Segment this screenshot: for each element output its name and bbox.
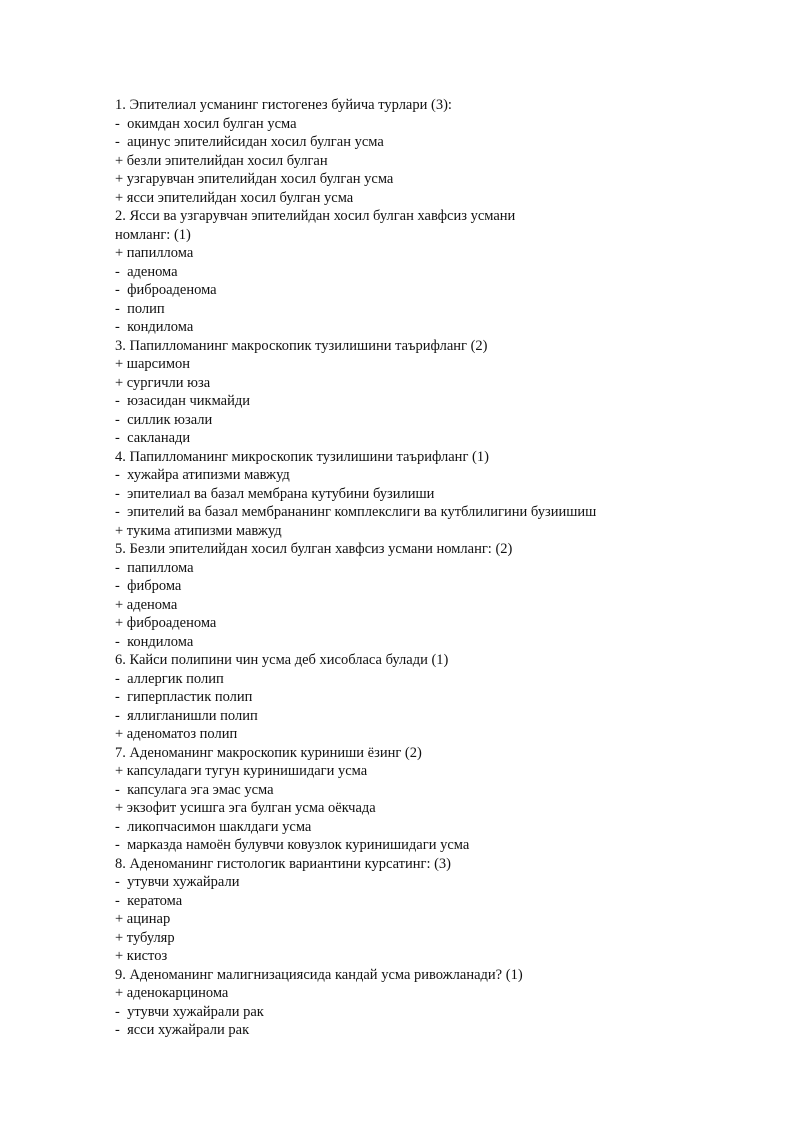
answer-option: + безли эпителийдан хосил булган: [115, 152, 328, 169]
answer-option: - гиперпластик полип: [115, 689, 253, 705]
answer-option: + аденокарцинома: [115, 985, 229, 1001]
answer-option: - аденома: [115, 263, 178, 280]
answer-option: - капсулага эга эмас усма: [115, 781, 274, 798]
answer-option: - утувчи хужайрали рак: [115, 1003, 264, 1020]
answer-option: - фиброаденома: [115, 282, 217, 298]
answer-option: + экзофит усишга эга булган усма оёкчада: [115, 800, 376, 816]
question-2-continued: номланг: (1): [115, 226, 191, 243]
answer-option: + тукима атипизми мавжуд: [115, 522, 282, 539]
answer-option: - ликопчасимон шаклдаги усма: [115, 818, 312, 835]
answer-option: - аллергик полип: [115, 670, 224, 687]
answer-option: - окимдан хосил булган усма: [115, 115, 297, 132]
answer-option: + узгарувчан эпителийдан хосил булган усма: [115, 171, 394, 187]
answer-option: - кондилома: [115, 319, 194, 335]
answer-option: + тубуляр: [115, 929, 175, 946]
answer-option: - папиллома: [115, 559, 194, 576]
document-body: [115, 96, 715, 1040]
answer-option: - сакланади: [115, 430, 191, 446]
question-3: 3. Папилломанинг макроскопик тузилишини таърифланг (2): [115, 337, 488, 354]
answer-option: + ясси эпителийдан хосил булган усма: [115, 189, 354, 206]
answer-option: + капсуладаги тугун куринишидаги усма: [115, 763, 368, 779]
answer-option: - юзасидан чикмайди: [115, 393, 250, 409]
answer-option: - фиброма: [115, 578, 182, 594]
question-6: 6. Кайси полипини чин усма деб хисобласа булади (1): [115, 652, 449, 668]
question-8: 8. Аденоманинг гистологик вариантини курсатинг: (3): [115, 855, 452, 872]
answer-option: + шарсимон: [115, 356, 191, 372]
question-4: 4. Папилломанинг микроскопик тузилишини таърифланг (1): [115, 448, 489, 465]
question-7: 7. Аденоманинг макроскопик куриниши ёзинг (2): [115, 744, 422, 761]
answer-option: - эпителиал ва базал мембрана кутубини бузилиши: [115, 485, 435, 502]
answer-option: - марказда намоён булувчи ковузлок куринишидаги усма: [115, 837, 470, 853]
answer-option: + аденома: [115, 596, 178, 613]
answer-option: - ацинус эпителийсидан хосил булган усма: [115, 134, 384, 150]
question-5: 5. Безли эпителийдан хосил булган хавфсиз усмани номланг: (2): [115, 541, 513, 557]
answer-option: - эпителий ва базал мембрананинг комплекслиги ва кутблилигини бузиишиш: [115, 504, 597, 520]
question-2: 2. Ясси ва узгарувчан эпителийдан хосил булган хавфсиз усмани: [115, 208, 516, 224]
answer-option: + фиброаденома: [115, 615, 217, 631]
answer-option: - кондилома: [115, 633, 194, 650]
answer-option: - силлик юзали: [115, 411, 213, 428]
answer-option: - хужайра атипизми мавжуд: [115, 467, 290, 483]
question-9: 9. Аденоманинг малигнизациясида кандай усма ривожланади? (1): [115, 966, 523, 983]
answer-option: - кератома: [115, 892, 183, 909]
answer-option: - полип: [115, 300, 165, 317]
answer-option: + кистоз: [115, 948, 168, 964]
answer-option: - ясси хужайрали рак: [115, 1022, 250, 1038]
answer-option: + ацинар: [115, 911, 171, 927]
answer-option: + папиллома: [115, 245, 194, 261]
answer-option: - утувчи хужайрали: [115, 874, 240, 890]
question-1: 1. Эпителиал усманинг гистогенез буйича турлари (3):: [115, 97, 452, 113]
answer-option: + аденоматоз полип: [115, 726, 238, 742]
answer-option: + сургичли юза: [115, 374, 211, 391]
answer-option: - яллигланишли полип: [115, 707, 258, 724]
